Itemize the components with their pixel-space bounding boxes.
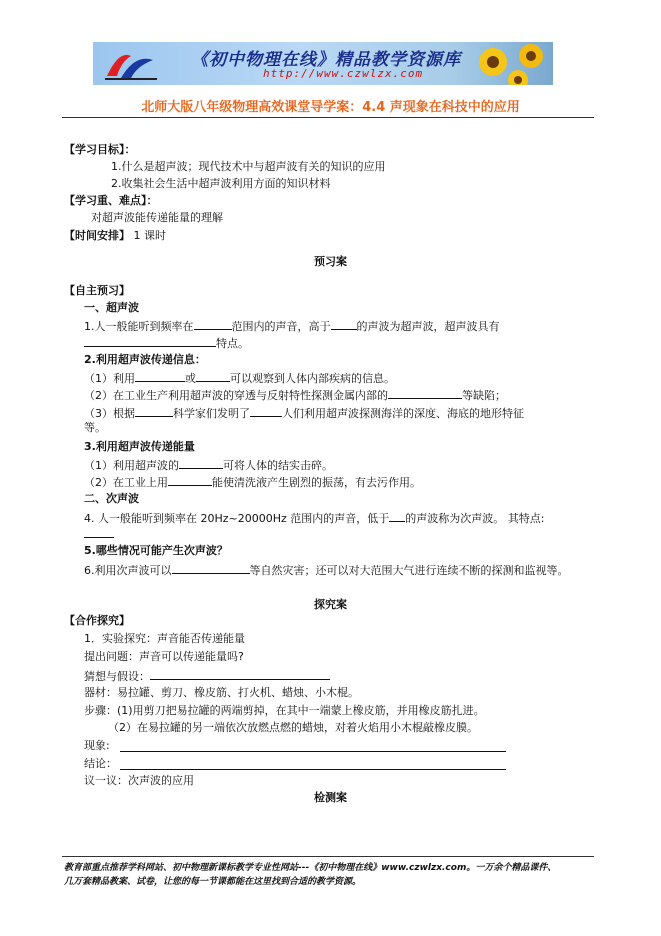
q2-text: （2）在工业生产利用超声波的穿透与反射特性探测金属内部的 [84, 389, 388, 402]
q2-text: （3）根据 [84, 407, 135, 420]
answer-blank[interactable] [388, 387, 462, 399]
q6-text: 6.利用次声波可以 [84, 564, 172, 577]
answer-blank[interactable] [196, 370, 230, 382]
title-divider [62, 117, 594, 118]
key-points-heading: 【学习重、难点】： [64, 194, 158, 207]
q3-text: 可将人体的结实击碎。 [223, 459, 333, 472]
q2-text: 等。 [84, 421, 106, 434]
q3-heading: 3.利用超声波传递能量 [84, 440, 195, 453]
banner-url[interactable]: http://www.czwlzx.com [263, 67, 424, 80]
answer-blank[interactable] [84, 526, 114, 538]
infrasound-heading: 二、次声波 [84, 492, 139, 505]
footer-line: 几万套精品教案、试卷，让您的每一节课都能在这里找到合适的教学资源。 [64, 877, 362, 887]
footer-line: 教育部重点推荐学科网站、初中物理新课标教学专业性网站---《初中物理在线》www.czwlzx.com。一万余个精品课件、 [64, 863, 557, 873]
ultrasound-heading: 一、超声波 [84, 301, 139, 314]
q3-text: 能使清洗液产生剧烈的振荡，有去污作用。 [212, 476, 421, 489]
sunflower-icon [463, 42, 553, 85]
preview-section-title: 预习案 [314, 255, 347, 268]
q1-text: 的声波为超声波，超声波具有 [356, 320, 500, 333]
q2-text: 或 [185, 372, 196, 385]
experiment-title: 1．实验探究：声音能否传递能量 [84, 632, 245, 645]
q2-text: （1）利用 [84, 372, 135, 385]
document-title: 北师大版八年级物理高效课堂导学案：4.4 声现象在科技中的应用 [141, 100, 520, 115]
q4-text: 的声波称为次声波。 其特点: [405, 512, 545, 525]
hypothesis-label: 猜想与假设： [84, 670, 150, 683]
q1-text: 范围内的声音，高于 [231, 320, 331, 333]
goal-item: 1.什么是超声波；现代技术中与超声波有关的知识的应用 [111, 160, 386, 173]
goal-item: 2.收集社会生活中超声波利用方面的知识材料 [111, 177, 331, 190]
answer-blank[interactable] [135, 405, 173, 417]
header-banner [93, 42, 553, 85]
conclusion-label: 结论： [84, 757, 117, 770]
q3-text: （2）在工业上用 [84, 476, 168, 489]
answer-blank[interactable] [331, 318, 357, 330]
q1-text: 1.人一般能听到频率在 [84, 320, 194, 333]
banner-title: 《初中物理在线》精品教学资源库 [191, 50, 461, 70]
answer-blank[interactable] [172, 562, 250, 574]
q3-text: （1）利用超声波的 [84, 459, 179, 472]
schedule-text: 1 课时 [133, 229, 166, 242]
phenomenon-blank[interactable] [120, 751, 506, 752]
equipment-text: 器材：易拉罐、剪刀、橡皮筋、打火机、蜡烛、小木棍。 [84, 686, 359, 699]
answer-blank[interactable] [168, 474, 212, 486]
q2-text: 等缺陷； [462, 389, 506, 402]
self-study-heading: 【自主预习】 [64, 284, 130, 297]
phenomenon-label: 现象: [84, 739, 110, 752]
answer-blank[interactable] [179, 457, 223, 469]
q2-text: 人们利用超声波探测海洋的深度、海底的地形特征 [282, 407, 524, 420]
goals-heading: 【学习目标】： [64, 143, 136, 156]
steps-text: 步骤：(1)用剪刀把易拉罐的两端剪掉，在其中一端蒙上橡皮筋，并用橡皮筋扎进。 [84, 704, 485, 717]
cooperative-heading: 【合作探究】 [64, 614, 130, 627]
site-logo-icon [101, 46, 161, 82]
q4-text: 4. 人一般能听到频率在 20Hz~20000Hz 范围内的声音，低于 [84, 512, 390, 525]
q5-text: 5.哪些情况可能产生次声波？ [84, 544, 228, 557]
conclusion-blank[interactable] [120, 769, 506, 770]
answer-blank[interactable] [84, 335, 216, 347]
discussion-text: 议一议：次声波的应用 [84, 774, 194, 787]
answer-blank[interactable] [135, 370, 185, 382]
explore-section-title: 探究案 [314, 598, 347, 611]
q2-heading: 2.利用超声波传递信息： [84, 353, 206, 366]
test-section-title: 检测案 [314, 791, 347, 804]
answer-blank[interactable] [194, 318, 232, 330]
q2-text: 科学家们发明了 [173, 407, 250, 420]
schedule-heading: 【时间安排】 [64, 229, 130, 242]
q2-text: 可以观察到人体内部疾病的信息。 [230, 372, 395, 385]
answer-blank[interactable] [250, 405, 282, 417]
q6-text: 等自然灾害；还可以对大范围大气进行连续不断的探测和监视等。 [249, 564, 569, 577]
q1-text: 特点。 [216, 337, 249, 350]
experiment-question: 提出问题：声音可以传递能量吗? [84, 650, 244, 663]
hypothesis-blank[interactable] [150, 668, 330, 680]
steps-text: （2）在易拉罐的另一端依次放燃点燃的蜡烛，对着火焰用小木棍敲橡皮膜。 [108, 721, 478, 734]
key-points-text: 对超声波能传递能量的理解 [91, 211, 223, 224]
answer-blank[interactable] [389, 510, 405, 522]
footer-divider [62, 856, 594, 857]
